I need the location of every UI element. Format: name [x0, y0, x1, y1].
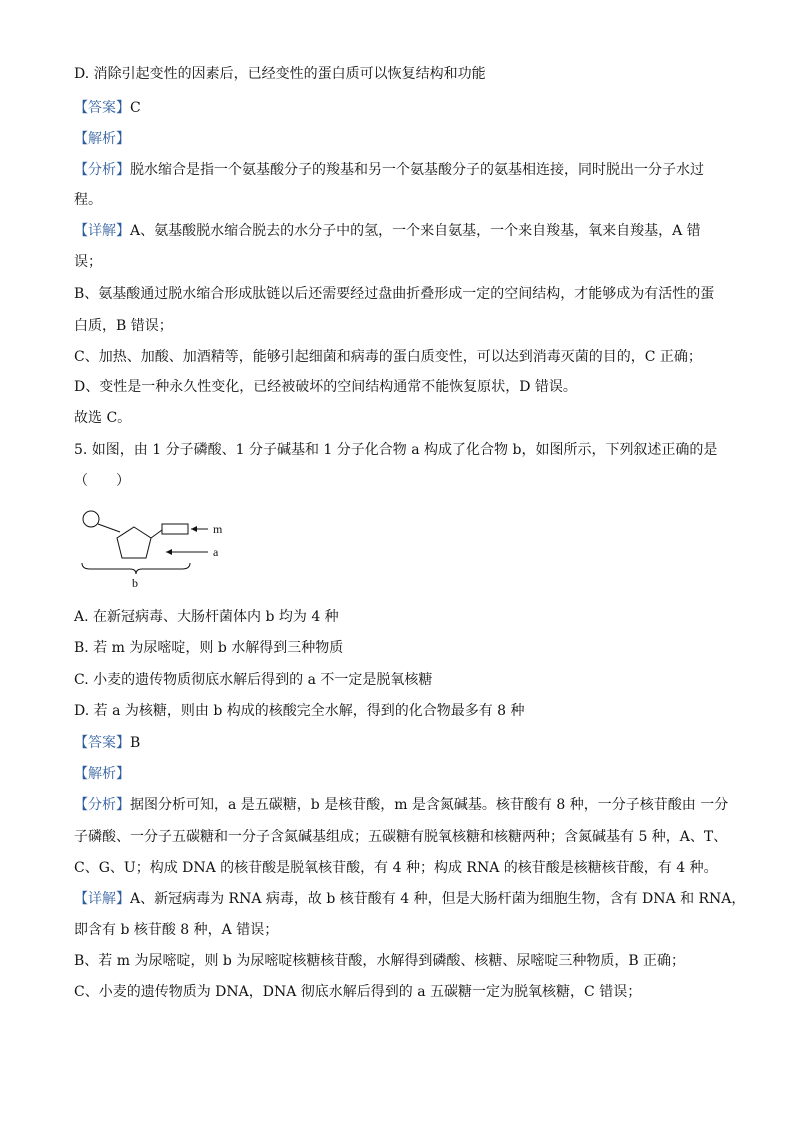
detail2-line-4: C、小麦的遗传物质为 DNA，DNA 彻底水解后得到的 a 五碳糖一定为脱氧核糖，C 错误；: [74, 984, 642, 1000]
detail-line-3: B、氨基酸通过脱水缩合形成肽链以后还需要经过盘曲折叠形成一定的空间结构，才能够成为有活性的蛋: [74, 286, 715, 302]
phosphate-circle: [83, 511, 99, 527]
option-d: D. 若 a 为核糖，则由 b 构成的核酸完全水解，得到的化合物最多有 8 种: [74, 703, 525, 719]
nucleotide-svg: [74, 503, 234, 593]
nucleotide-diagram: [74, 503, 234, 593]
answer-tag: 【答案】: [74, 100, 130, 116]
fenxi2-line-1: 【分析】据图分析可知，a 是五碳糖，b 是核苷酸，m 是含氮碱基。核苷酸有 8 种，一分子核苷酸由 一分: [74, 797, 729, 813]
option-c: C. 小麦的遗传物质彻底水解后得到的 a 不一定是脱氧核糖: [74, 672, 433, 688]
label-a: a: [213, 545, 219, 559]
fenxi2-line-2: 子磷酸、一分子五碳糖和一分子含氮碱基组成；五碳糖有脱氧核糖和核糖两种；含氮碱基有 5 种，A、T、: [74, 829, 728, 845]
answer-tag-2: 【答案】: [74, 735, 130, 751]
detail-tag: 【详解】: [74, 223, 130, 239]
answer-line-1: 【答案】C: [74, 100, 141, 116]
fenxi-line-1: 【分析】脱水缩合是指一个氨基酸分子的羧基和另一个氨基酸分子的氨基相连接，同时脱出一分子水过: [74, 162, 704, 178]
arrow-a-head: [166, 549, 172, 555]
option-d-prev: D. 消除引起变性的因素后，已经变性的蛋白质可以恢复结构和功能: [74, 66, 486, 82]
conclusion-line-1: 故选 C。: [74, 410, 132, 426]
detail2-line-3: B、若 m 为尿嘧啶，则 b 为尿嘧啶核糖核苷酸，水解得到磷酸、核糖、尿嘧啶三种物质，B 正确；: [74, 953, 686, 969]
detail2-line-2: 即含有 b 核苷酸 8 种，A 错误；: [74, 922, 279, 938]
pentose-ring: [117, 527, 151, 558]
arrow-m-head: [191, 526, 197, 532]
option-a: A. 在新冠病毒、大肠杆菌体内 b 均为 4 种: [74, 609, 339, 625]
detail2-line-1: 【详解】A、新冠病毒为 RNA 病毒，故 b 核苷酸有 4 种，但是大肠杆菌为细胞生物，含有 DNA 和 RNA，: [74, 891, 746, 907]
option-b: B. 若 m 为尿嘧啶，则 b 水解得到三种物质: [74, 640, 344, 656]
fenxi2-line-3: C、G、U；构成 DNA 的核苷酸是脱氧核苷酸，有 4 种；构成 RNA 的核苷酸是核糖核苷酸，有 4 种。: [74, 860, 718, 876]
detail-line-4: 白质，B 错误；: [74, 318, 173, 334]
fenxi-tag-2: 【分析】: [74, 797, 130, 813]
detail-tag-2: 【详解】: [74, 891, 130, 907]
base-rect: [162, 524, 188, 534]
analysis-heading-1: [74, 129, 714, 149]
answer-line-2: 【答案】B: [74, 735, 141, 751]
analysis-heading-2: [74, 764, 714, 784]
base-bond: [151, 530, 162, 538]
detail-line-5: C、加热、加酸、加酒精等，能够引起细菌和病毒的蛋白质变性，可以达到消毒灭菌的目的，C 正确；: [74, 349, 702, 365]
label-m: m: [213, 522, 223, 536]
brace-b: [82, 563, 190, 574]
detail-line-2: 误；: [74, 254, 102, 270]
analysis-tag: 【解析】: [74, 131, 130, 147]
detail-line-6: D、变性是一种永久性变化，已经被破坏的空间结构通常不能恢复原状，D 错误。: [74, 379, 577, 395]
analysis-tag-2: 【解析】: [74, 766, 130, 782]
question-5-stem: 5. 如图，由 1 分子磷酸、1 分子碱基和 1 分子化合物 a 构成了化合物 b，如图所示，下列叙述正确的是: [74, 442, 718, 458]
question-5-blank: （ ）: [74, 473, 130, 489]
phosphate-bond: [98, 524, 120, 532]
fenxi-tag: 【分析】: [74, 162, 130, 178]
detail-line-1: 【详解】A、氨基酸脱水缩合脱去的水分子中的氢，一个来自氨基，一个来自羧基，氧来自羧基，A 错: [74, 223, 701, 239]
fenxi-line-2: 程。: [74, 192, 102, 208]
label-b: b: [132, 576, 138, 590]
